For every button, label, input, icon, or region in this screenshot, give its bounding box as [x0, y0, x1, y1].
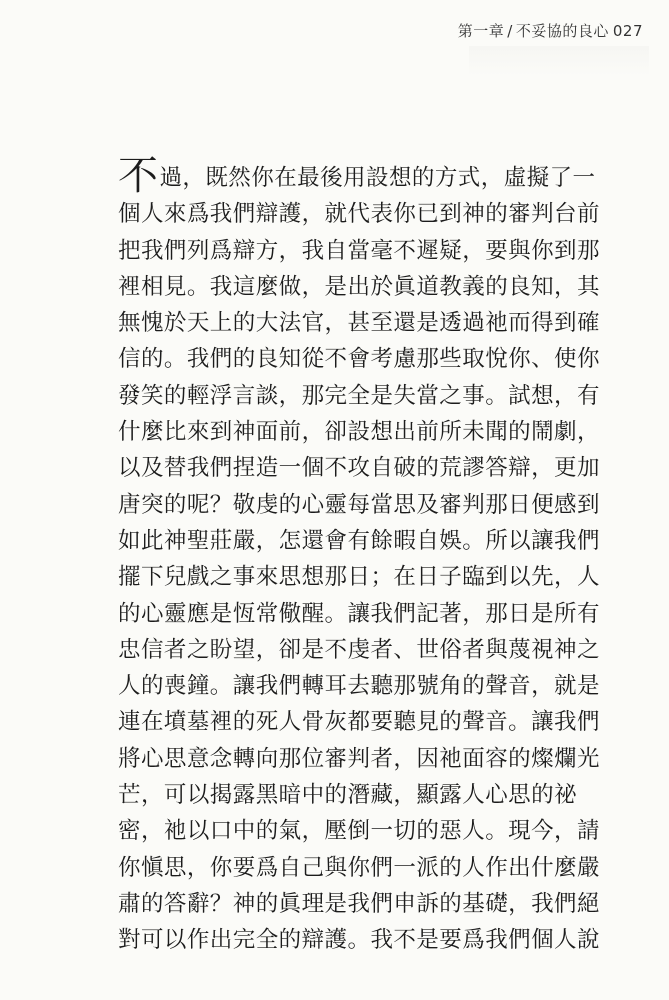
text-line: 將心思意念轉向那位審判者，因祂面容的燦爛光 — [118, 745, 600, 772]
text-line: 肅的答辭？神的眞理是我們申訴的基礎，我們絕 — [118, 890, 600, 917]
text-line: 裡相見。我這麼做，是出於眞道教義的良知，其 — [118, 273, 600, 300]
body-text — [118, 153, 600, 959]
text-line: 忠信者之盼望，卻是不虔者、世俗者與蔑視神之 — [118, 636, 600, 663]
text-line: 個人來爲我們辯護，就代表你已到神的審判台前 — [118, 201, 600, 228]
running-header — [458, 20, 643, 41]
text-line: 連在墳墓裡的死人骨灰都要聽見的聲音。讓我們 — [118, 709, 600, 736]
text-line: 發笑的輕浮言談，那完全是失當之事。試想，有 — [118, 382, 600, 409]
text-line: 什麼比來到神面前，卻設想出前所未聞的鬧劇， — [118, 419, 600, 446]
text-line: 唐突的呢？敬虔的心靈每當思及審判那日便感到 — [118, 491, 600, 518]
text-line: 密，祂以口中的氣，壓倒一切的惡人。現今，請 — [118, 818, 600, 845]
text-line: 的心靈應是恆常儆醒。讓我們記著，那日是所有 — [118, 600, 600, 627]
text-line — [118, 153, 596, 199]
chapter-label: 第一章 — [457, 22, 505, 40]
header-shadow — [469, 46, 649, 76]
text-line: 你愼思，你要爲自己與你們一派的人作出什麼嚴 — [118, 854, 600, 881]
text-line: 如此神聖莊嚴，怎還會有餘暇自娛。所以讓我們 — [118, 527, 600, 554]
text-line: 擺下兒戲之事來思想那日；在日子臨到以先，人 — [118, 564, 600, 591]
text-line-content: 過，既然你在最後用設想的方式，虛擬了一 — [159, 165, 596, 191]
text-line: 把我們列爲辯方，我自當毫不遲疑，要與你到那 — [118, 237, 600, 264]
text-line: 以及替我們捏造一個不攻自破的荒謬答辯，更加 — [118, 455, 600, 482]
page-number: 027 — [612, 22, 643, 40]
text-line: 人的喪鐘。讓我們轉耳去聽那號角的聲音，就是 — [118, 673, 600, 700]
text-line: 信的。我們的良知從不會考慮那些取悅你、使你 — [118, 346, 600, 373]
chapter-title: 不妥協的良心 — [515, 22, 609, 40]
text-line: 對可以作出完全的辯護。我不是要爲我們個人說 — [118, 927, 600, 954]
text-line: 無愧於天上的大法官，甚至還是透過祂而得到確 — [118, 310, 600, 337]
text-line: 芒，可以揭露黑暗中的潛藏，顯露人心思的祕 — [118, 782, 578, 809]
drop-cap: 不 — [118, 153, 159, 199]
header-separator: / — [507, 22, 513, 40]
